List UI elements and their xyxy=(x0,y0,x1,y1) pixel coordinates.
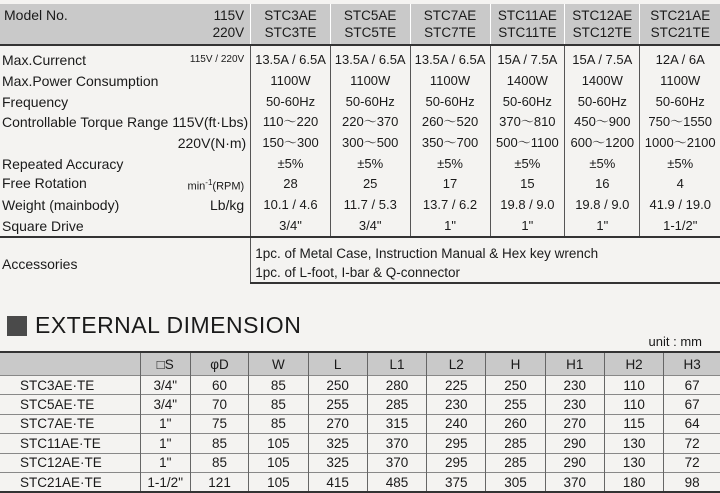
dim-cell: 64 xyxy=(664,414,720,433)
cell: 11.7 / 5.3 xyxy=(330,195,410,216)
spec-row-power xyxy=(0,71,720,92)
dim-header: H3 xyxy=(664,352,720,376)
cell: 1400W xyxy=(490,71,565,92)
dim-cell: 295 xyxy=(427,434,486,453)
dim-cell: 105 xyxy=(249,434,308,453)
model-a: STC12AE xyxy=(572,8,633,23)
cell: 50-60Hz xyxy=(490,91,565,112)
dimension-row xyxy=(0,395,720,414)
dim-cell: 270 xyxy=(545,414,604,433)
dimension-table xyxy=(0,351,720,493)
cell: 350～700 xyxy=(410,133,490,154)
model-b: STC21TE xyxy=(650,25,710,40)
model-label: Model No. xyxy=(4,7,68,23)
dim-cell: 85 xyxy=(249,395,308,414)
dim-cell: 415 xyxy=(308,472,367,492)
cell: ±5% xyxy=(490,153,565,174)
dim-cell: 60 xyxy=(190,376,248,395)
dimension-body xyxy=(0,376,720,493)
dim-cell: 180 xyxy=(604,472,663,492)
dim-header: L xyxy=(308,352,367,376)
dim-header: W xyxy=(249,352,308,376)
cell: 25 xyxy=(330,174,410,195)
dimension-row xyxy=(0,376,720,395)
dim-cell: 121 xyxy=(190,472,248,492)
cell: 300～500 xyxy=(330,133,410,154)
unit-label: unit : mm xyxy=(648,334,702,349)
cell: 19.8 / 9.0 xyxy=(565,195,640,216)
cell: ±5% xyxy=(330,153,410,174)
cell: ±5% xyxy=(251,153,331,174)
spec-row-accuracy xyxy=(0,153,720,174)
dim-cell: 115 xyxy=(604,414,663,433)
spec-row-accessories xyxy=(0,237,720,263)
dim-cell: 70 xyxy=(190,395,248,414)
dim-cell: 325 xyxy=(308,453,367,472)
dimension-title: EXTERNAL DIMENSION xyxy=(35,312,302,338)
cell: 1400W xyxy=(565,71,640,92)
dim-model: STC3AE·TE xyxy=(0,376,140,395)
dim-cell: 255 xyxy=(486,395,545,414)
cell: 15A / 7.5A xyxy=(490,45,565,71)
spec-row-torque220 xyxy=(0,133,720,154)
dim-cell: 270 xyxy=(308,414,367,433)
dim-cell: 230 xyxy=(427,395,486,414)
dim-cell: 72 xyxy=(664,453,720,472)
dim-cell: 230 xyxy=(545,395,604,414)
label-text: Weight (mainbody) xyxy=(2,197,120,214)
label-text: Free Rotation xyxy=(2,174,87,191)
cell: 600～1200 xyxy=(565,133,640,154)
cell: 3/4" xyxy=(330,216,410,238)
unit-min: min xyxy=(187,180,206,193)
cell: 15A / 7.5A xyxy=(565,45,640,71)
dim-cell: 85 xyxy=(249,376,308,395)
dim-cell: 295 xyxy=(427,453,486,472)
dim-cell: 240 xyxy=(427,414,486,433)
model-a: STC5AE xyxy=(343,8,397,23)
cell: 1100W xyxy=(251,71,331,92)
spec-row-current xyxy=(0,45,720,71)
cell: 41.9 / 19.0 xyxy=(640,195,720,216)
cell: 150～300 xyxy=(251,133,331,154)
spec-row-weight xyxy=(0,195,720,216)
cell: 260～520 xyxy=(410,112,490,133)
dim-header: φD xyxy=(190,352,248,376)
heading-square-icon xyxy=(7,316,27,336)
spec-row-frequency xyxy=(0,91,720,112)
dim-cell: 370 xyxy=(367,453,426,472)
dim-cell: 105 xyxy=(249,453,308,472)
dim-cell: 285 xyxy=(367,395,426,414)
voltage-220: 220V xyxy=(212,25,245,40)
dim-header: H2 xyxy=(604,352,663,376)
model-b: STC11TE xyxy=(498,25,557,40)
cell: 110～220 xyxy=(251,112,331,133)
model-col-2 xyxy=(330,4,410,45)
cell: 28 xyxy=(251,174,331,195)
dim-cell: 260 xyxy=(486,414,545,433)
row-label xyxy=(0,195,251,216)
cell: 16 xyxy=(565,174,640,195)
model-b: STC5TE xyxy=(344,25,397,40)
unit-text xyxy=(188,176,249,194)
model-col-4 xyxy=(490,4,565,45)
spec-row-torque115 xyxy=(0,112,720,133)
dim-cell: 485 xyxy=(367,472,426,492)
cell: 17 xyxy=(410,174,490,195)
spec-row-drive xyxy=(0,216,720,238)
dim-header: □S xyxy=(140,352,190,376)
voltage-115: 115V xyxy=(213,8,245,23)
cell: 1" xyxy=(490,216,565,238)
cell: 1-1/2" xyxy=(640,216,720,238)
dim-header: H1 xyxy=(545,352,604,376)
model-col-5 xyxy=(565,4,640,45)
dim-cell: 75 xyxy=(190,414,248,433)
dim-cell: 375 xyxy=(427,472,486,492)
dimension-header-row xyxy=(0,352,720,376)
dim-model: STC7AE·TE xyxy=(0,414,140,433)
dim-cell: 130 xyxy=(604,453,663,472)
dimension-row xyxy=(0,434,720,453)
dim-cell: 72 xyxy=(664,434,720,453)
voltage-labels xyxy=(213,7,249,41)
cell: 1100W xyxy=(330,71,410,92)
model-b: STC7TE xyxy=(424,25,476,40)
cell: 13.7 / 6.2 xyxy=(410,195,490,216)
row-label: Max.Power Consumption xyxy=(2,73,159,90)
row-label xyxy=(0,174,251,195)
spec-table xyxy=(0,4,720,284)
dim-cell: 285 xyxy=(486,434,545,453)
cell: 50-60Hz xyxy=(565,91,640,112)
dim-cell: 1-1/2" xyxy=(140,472,190,492)
cell: 450～900 xyxy=(565,112,640,133)
model-a: STC3AE xyxy=(264,8,317,23)
dimension-heading xyxy=(7,312,301,342)
cell: 1100W xyxy=(410,71,490,92)
cell: 1" xyxy=(410,216,490,238)
cell: 4 xyxy=(640,174,720,195)
row-label: Controllable Torque Range 115V(ft·Lbs) xyxy=(2,114,249,131)
dim-cell: 280 xyxy=(367,376,426,395)
dimension-row xyxy=(0,414,720,433)
dim-cell: 85 xyxy=(249,414,308,433)
dim-cell: 255 xyxy=(308,395,367,414)
dim-header: L1 xyxy=(367,352,426,376)
cell: 220～370 xyxy=(330,112,410,133)
unit-rpm: (RPM) xyxy=(212,180,245,193)
cell: 15 xyxy=(490,174,565,195)
cell: 50-60Hz xyxy=(410,91,490,112)
cell: ±5% xyxy=(565,153,640,174)
row-label: Square Drive xyxy=(0,216,251,238)
cell: 10.1 / 4.6 xyxy=(251,195,331,216)
dim-cell: 110 xyxy=(604,376,663,395)
dim-model: STC21AE·TE xyxy=(0,472,140,492)
dim-cell: 3/4" xyxy=(140,395,190,414)
dim-model: STC12AE·TE xyxy=(0,453,140,472)
accessories-line-2: 1pc. of L-foot, I-bar & Q-connector xyxy=(251,263,720,283)
cell: 19.8 / 9.0 xyxy=(490,195,565,216)
row-label xyxy=(0,45,251,71)
dim-cell: 1" xyxy=(140,414,190,433)
unit-sup: -1 xyxy=(205,177,213,187)
dim-model: STC11AE·TE xyxy=(0,434,140,453)
label-text: Max.Currenct xyxy=(2,52,87,69)
dimension-row xyxy=(0,472,720,492)
dim-header-blank xyxy=(0,352,140,376)
dim-cell: 110 xyxy=(604,395,663,414)
row-label: Accessories xyxy=(2,255,78,272)
model-col-1 xyxy=(251,4,331,45)
cell: 3/4" xyxy=(251,216,331,238)
cell: 13.5A / 6.5A xyxy=(251,45,331,71)
model-col-3 xyxy=(410,4,490,45)
model-a: STC7AE xyxy=(423,8,477,23)
model-a: STC21AE xyxy=(650,8,711,23)
dim-cell: 315 xyxy=(367,414,426,433)
cell: 50-60Hz xyxy=(251,91,331,112)
model-a: STC11AE xyxy=(497,8,557,23)
cell: ±5% xyxy=(410,153,490,174)
dim-cell: 3/4" xyxy=(140,376,190,395)
dim-cell: 1" xyxy=(140,434,190,453)
dimension-row xyxy=(0,453,720,472)
cell: 1100W xyxy=(640,71,720,92)
dim-cell: 85 xyxy=(190,453,248,472)
cell: 50-60Hz xyxy=(330,91,410,112)
dim-header: H xyxy=(486,352,545,376)
dim-cell: 370 xyxy=(367,434,426,453)
unit-text: 115V / 220V xyxy=(189,54,245,66)
dim-cell: 290 xyxy=(545,434,604,453)
row-label: 220V(N·m) xyxy=(177,135,247,152)
model-b: STC12TE xyxy=(572,25,632,40)
dim-cell: 67 xyxy=(664,376,720,395)
dim-cell: 305 xyxy=(486,472,545,492)
cell: 13.5A / 6.5A xyxy=(330,45,410,71)
model-b: STC3TE xyxy=(264,25,317,40)
dim-header: L2 xyxy=(427,352,486,376)
cell: ±5% xyxy=(640,153,720,174)
dim-cell: 370 xyxy=(545,472,604,492)
cell: 500～1100 xyxy=(490,133,565,154)
dim-cell: 325 xyxy=(308,434,367,453)
cell: 1" xyxy=(565,216,640,238)
cell: 12A / 6A xyxy=(640,45,720,71)
model-header xyxy=(0,4,251,45)
dim-cell: 105 xyxy=(249,472,308,492)
dim-cell: 85 xyxy=(190,434,248,453)
dim-cell: 130 xyxy=(604,434,663,453)
row-label: Frequency xyxy=(2,93,69,110)
dim-cell: 67 xyxy=(664,395,720,414)
dim-cell: 290 xyxy=(545,453,604,472)
cell: 13.5A / 6.5A xyxy=(410,45,490,71)
dim-cell: 230 xyxy=(545,376,604,395)
spec-header-row xyxy=(0,4,720,45)
cell: 1000～2100 xyxy=(640,133,720,154)
dim-cell: 98 xyxy=(664,472,720,492)
dim-cell: 250 xyxy=(486,376,545,395)
unit-text: Lb/kg xyxy=(209,197,245,214)
cell: 370～810 xyxy=(490,112,565,133)
dim-cell: 285 xyxy=(486,453,545,472)
row-label: Repeated Accuracy xyxy=(2,155,124,172)
dim-cell: 1" xyxy=(140,453,190,472)
dim-model: STC5AE·TE xyxy=(0,395,140,414)
model-col-6 xyxy=(640,4,720,45)
accessories-line-1: 1pc. of Metal Case, Instruction Manual & Hex key wrench xyxy=(251,237,720,263)
dim-cell: 250 xyxy=(308,376,367,395)
cell: 50-60Hz xyxy=(640,91,720,112)
dim-cell: 225 xyxy=(427,376,486,395)
spec-row-rotation xyxy=(0,174,720,195)
cell: 750～1550 xyxy=(640,112,720,133)
